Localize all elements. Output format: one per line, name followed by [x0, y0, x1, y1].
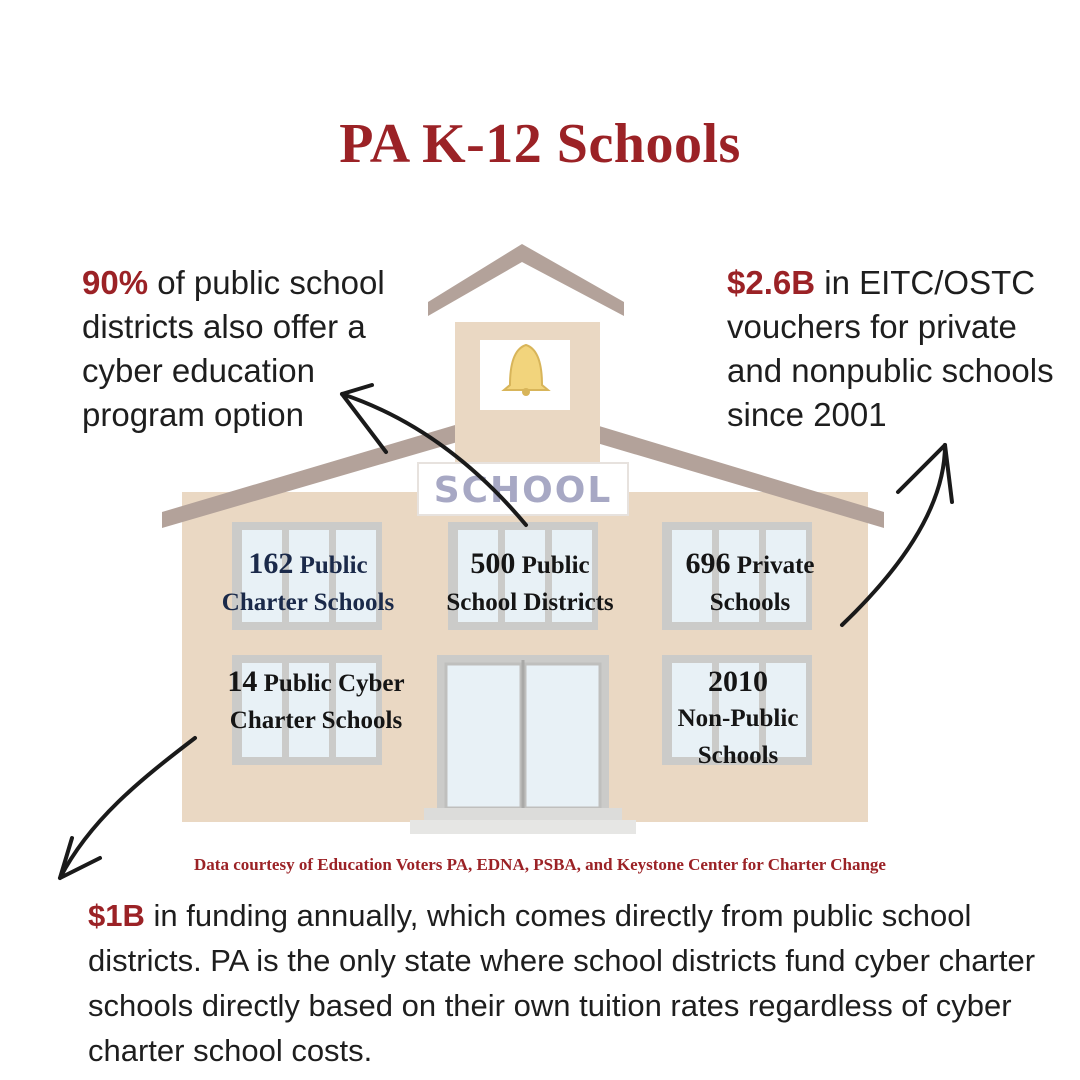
- label-cyber-number: 14: [227, 665, 258, 698]
- label-charter-number: 162: [248, 547, 294, 580]
- school-sign-text: SCHOOL: [433, 470, 613, 511]
- callout-cyber-program: [82, 261, 442, 437]
- callout-cyber-program-highlight: 90%: [82, 264, 149, 301]
- callout-funding: [88, 893, 1048, 1073]
- tower-roof: [428, 244, 624, 316]
- label-charter-line2: Charter Schools: [221, 589, 395, 616]
- label-nonpublic-number: 2010: [708, 665, 768, 698]
- label-private-schools: [650, 545, 850, 621]
- label-public-cyber-charter-schools: [200, 663, 432, 739]
- callout-funding-highlight: $1B: [88, 898, 145, 933]
- label-districts-line1: Public: [521, 552, 590, 579]
- label-private-line2: Schools: [709, 589, 791, 616]
- label-private-line1: Private: [736, 552, 815, 579]
- callout-vouchers: [727, 261, 1072, 437]
- front-doors: [437, 655, 609, 808]
- label-charter-line1: Public: [299, 552, 368, 579]
- callout-funding-text: in funding annually, which comes directly from public school districts. PA is the only state where school districts fund cyber charter schools directly based on their own tuition rates regardless of cyber charter school costs.: [88, 898, 1036, 1068]
- callout-cyber-program-text: of public school districts also offer a cyber education program option: [82, 264, 385, 433]
- label-cyber-line2: Charter Schools: [229, 707, 403, 734]
- label-cyber-line1: Public Cyber: [263, 670, 405, 697]
- label-nonpublic-line2: Schools: [697, 742, 779, 769]
- front-step-lower: [410, 820, 636, 834]
- label-private-number: 696: [685, 547, 731, 580]
- label-nonpublic-line1: Non-Public: [677, 705, 799, 732]
- callout-vouchers-text: in EITC/OSTC vouchers for private and nonpublic schools since 2001: [727, 264, 1054, 433]
- label-public-charter-schools: [200, 545, 416, 621]
- label-public-school-districts: [420, 545, 640, 621]
- label-non-public-schools: [650, 663, 826, 774]
- front-step: [424, 808, 622, 820]
- page-title: PA K-12 Schools: [339, 113, 741, 175]
- data-credit: Data courtesy of Education Voters PA, EDNA, PSBA, and Keystone Center for Charter Change: [194, 855, 886, 874]
- label-districts-number: 500: [470, 547, 516, 580]
- callout-vouchers-highlight: $2.6B: [727, 264, 816, 301]
- label-districts-line2: School Districts: [446, 589, 614, 616]
